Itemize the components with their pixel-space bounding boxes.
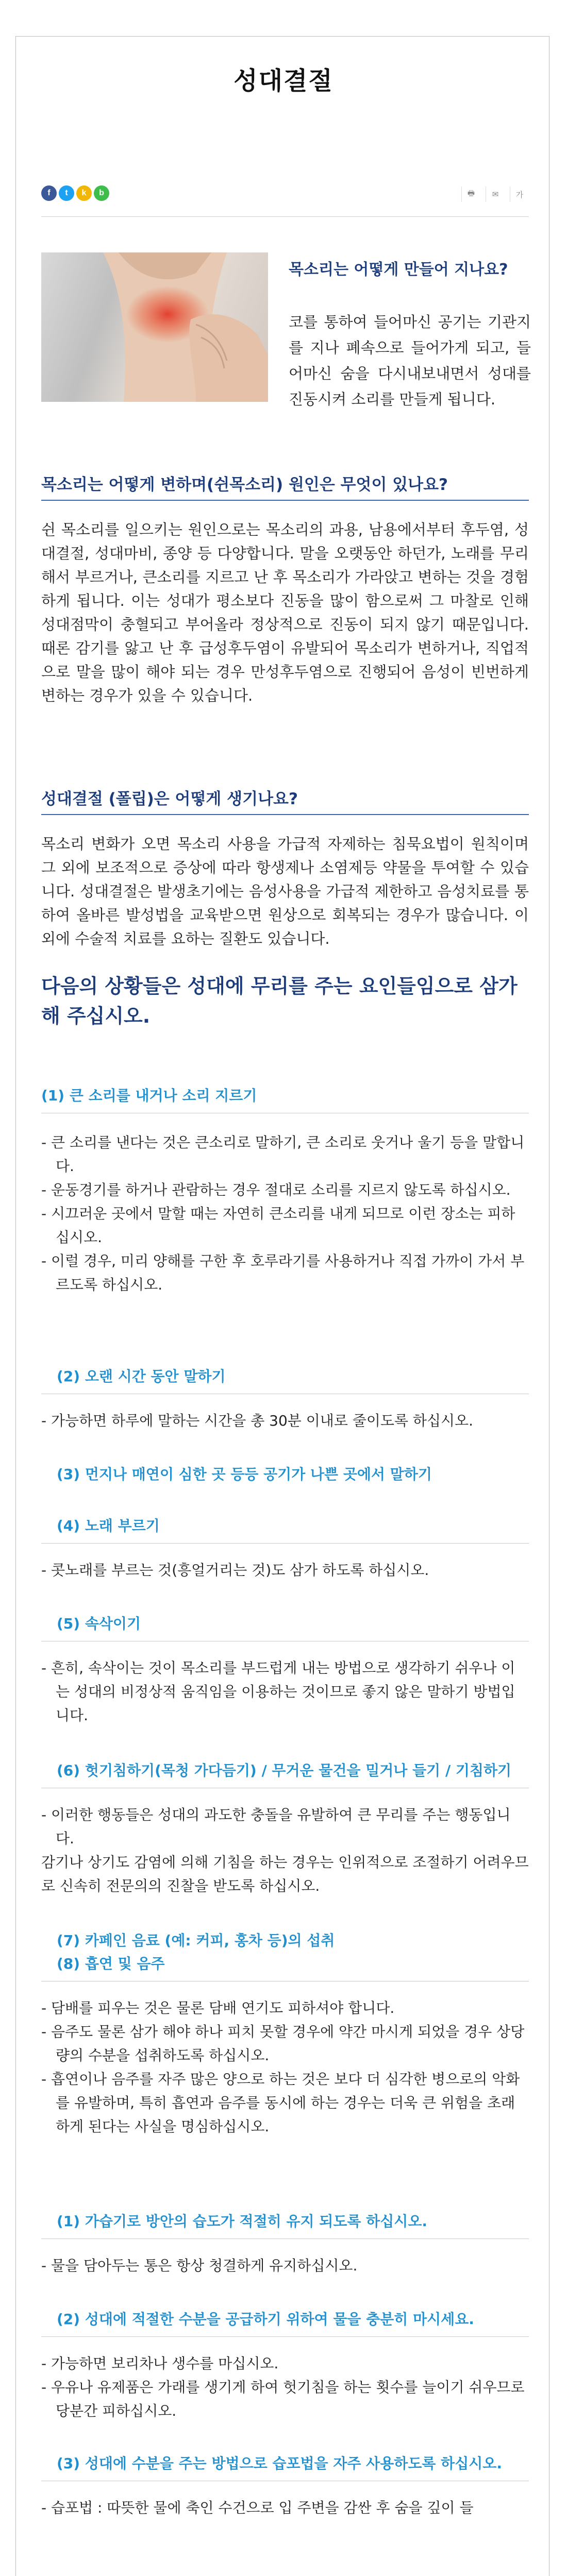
- share-buttons: [41, 185, 109, 201]
- item6-line2: 감기나 상기도 감염에 의해 기침을 하는 경우는 인위적으로 조절하기 어려우므로 신속히 전문의의 진찰을 받도록 하십시오.: [41, 1854, 529, 1894]
- print-icon[interactable]: 🖶: [461, 187, 480, 202]
- item8-line1: - 담배를 피우는 것은 물론 담배 연기도 피하셔야 합니다.: [41, 1999, 395, 2016]
- tip3-line1: - 습포법 : 따뜻한 물에 축인 수건으로 입 주변을 감싼 후 숨을 깊이 들: [41, 2499, 474, 2516]
- section1-body: 쉰 목소리를 일으키는 원인으로는 목소리의 과용, 남용에서부터 후두염, 성대결절, 성대마비, 종양 등 다양합니다. 말을 오랫동안 하던가, 노래를 무리해서 부르거나, 큰소리를 지르고 난 후 목소리가 가라앉고 변하는 것을 경험하게 됩니다. 이는 성대가 평소보다 진동을 많이 함으로써 그 마찰로 인해 성대점막이 충혈되고 부어올라 정상적으로 진동이 되지 않기 때문입니다. 때론 감기를 앓고 난 후 급성후두염이 유발되어 목소리가 변하거나, 직업적으로 말을 많이 해야 되는 경우 만성후두염으로 진행되어 음성이 빈번하게 변하는 경우가 있을 수 있습니다.: [41, 521, 529, 704]
- tip1-body: [41, 2254, 529, 2278]
- item5-line1: - 흔히, 속삭이는 것이 목소리를 부드럽게 내는 방법으로 생각하기 쉬우나 이는 성대의 비정상적 움직임을 이용하는 것이므로 좋지 않은 말하기 방법입니다.: [41, 1659, 515, 1724]
- tip1-title: (1) 가습기로 방안의 습도가 적절히 유지 되도록 하십시오.: [57, 2213, 428, 2230]
- item1-line1: - 큰 소리를 낸다는 것은 큰소리로 말하기, 큰 소리로 웃거나 울기 등을 말합니다.: [41, 1134, 525, 1175]
- item4-title: (4) 노래 부르기: [57, 1517, 160, 1534]
- item1-title: (1) 큰 소리를 내거나 소리 지르기: [41, 1087, 257, 1104]
- section1-rule: [41, 500, 529, 501]
- item8-title: (8) 흡연 및 음주: [57, 1955, 165, 1972]
- item4-body: [41, 1558, 529, 1582]
- item5-body: [41, 1656, 529, 1727]
- facebook-icon[interactable]: f: [41, 185, 57, 201]
- page-tools: [461, 187, 529, 202]
- section2-body: 목소리 변화가 오면 목소리 사용을 가급적 자제하는 침묵요법이 원칙이며 그 외에 보조적으로 증상에 따라 항생제나 소염제등 약물을 투여할 수 있습니다. 성대결절은 발생초기에는 음성사용을 가급적 제한하고 음성치료를 통하여 올바른 발성법을 교육받으면 원상으로 회복되는 경우가 많습니다. 이 외에 수술적 치료를 요하는 질환도 있습니다.: [41, 835, 529, 947]
- item2-body: [41, 1409, 529, 1433]
- font-size-icon[interactable]: 가: [510, 187, 529, 202]
- tip1-line1: - 물을 담아두는 통은 항상 청결하게 유지하십시오.: [41, 2257, 358, 2274]
- section1-heading: 목소리는 어떻게 변하며(쉰목소리) 원인은 무엇이 있나요?: [41, 476, 448, 494]
- tip2-rule: [41, 2336, 529, 2337]
- item1-line3: - 시끄러운 곳에서 말할 때는 자연히 큰소리를 내게 되므로 이런 장소는 피하십시오.: [41, 1205, 515, 1246]
- item5-title: (5) 속삭이기: [57, 1615, 141, 1632]
- content-frame: [15, 36, 549, 2576]
- section2-rule: [41, 814, 529, 815]
- tip3-body: [41, 2496, 529, 2520]
- item6-line1: - 이러한 행동들은 성대의 과도한 충돌을 유발하여 큰 무리를 주는 행동입니다.: [41, 1806, 511, 1847]
- band-icon[interactable]: b: [94, 185, 109, 201]
- item1-body: [41, 1131, 529, 1297]
- item4-rule: [41, 1543, 529, 1544]
- item1-line2: - 운동경기를 하거나 관람하는 경우 절대로 소리를 지르지 않도록 하십시오.: [41, 1181, 511, 1198]
- item1-line4: - 이럴 경우, 미리 양해를 구한 후 호루라기를 사용하거나 직접 가까이 가서 부르도록 하십시오.: [41, 1252, 525, 1293]
- item7-title: (7) 카페인 음료 (예: 커피, 홍차 등)의 섭취: [57, 1932, 335, 1949]
- divider: [41, 216, 529, 217]
- item2-line1: - 가능하면 하루에 말하는 시간을 총 30분 이내로 줄이도록 하십시오.: [41, 1412, 473, 1429]
- twitter-icon[interactable]: t: [59, 185, 74, 201]
- throat-image: [41, 252, 268, 402]
- item2-title: (2) 오랜 시간 동안 말하기: [57, 1368, 226, 1385]
- item6-body: [41, 1803, 529, 1898]
- intro-answer: 코를 통하여 들어마신 공기는 기관지를 지나 폐속으로 들어가게 되고, 들어마신 숨을 다시내보내면서 성대를 진동시켜 소리를 만들게 됩니다.: [289, 313, 531, 408]
- tip2-title: (2) 성대에 적절한 수분을 공급하기 위하여 물을 충분히 마시세요.: [57, 2311, 474, 2328]
- tip3-title: (3) 성대에 수분을 주는 방법으로 습포법을 자주 사용하도록 하십시오.: [57, 2455, 502, 2472]
- kakaostory-icon[interactable]: k: [76, 185, 92, 201]
- item3-title: (3) 먼지나 매연이 심한 곳 등등 공기가 나쁜 곳에서 말하기: [57, 1466, 432, 1483]
- tip2-body: [41, 2352, 529, 2423]
- item4-line1: - 콧노래를 부르는 것(흥얼거리는 것)도 삼가 하도록 하십시오.: [41, 1562, 429, 1579]
- item6-title: (6) 헛기침하기(목청 가다듬기) / 무거운 물건을 밀거나 들기 / 기침하기: [57, 1762, 512, 1779]
- mail-icon[interactable]: ✉: [486, 187, 505, 202]
- throat-illustration: [41, 252, 268, 402]
- item8-line3: - 흡연이나 음주를 자주 많은 양으로 하는 것은 보다 더 심각한 병으로의 악화를 유발하며, 특히 흡연과 음주를 동시에 하는 경우는 더욱 큰 위험을 초래하게 된다는 사실을 명심하십시오.: [41, 2071, 520, 2135]
- tip2-line1: - 가능하면 보리차나 생수를 마십시오.: [41, 2355, 279, 2372]
- item8-line2: - 음주도 물론 삼가 해야 하나 피치 못할 경우에 약간 마시게 되었을 경우 상당량의 수분을 섭취하도록 하십시오.: [41, 2023, 525, 2064]
- section2-heading: 성대결절 (폴립)은 어떻게 생기나요?: [41, 790, 298, 808]
- item8-body: [41, 1996, 529, 2139]
- intro-question: 목소리는 어떻게 만들어 지나요?: [289, 261, 508, 279]
- tip2-line2: - 우유나 유제품은 가래를 생기게 하여 헛기침을 하는 횟수를 늘이기 쉬우므로 당분간 피하십시오.: [41, 2379, 525, 2419]
- page-title: 성대결절: [234, 66, 333, 95]
- section3-heading: 다음의 상황들은 성대에 무리를 주는 요인들임으로 삼가해 주십시오.: [41, 975, 518, 1027]
- share-toolbar: [41, 185, 529, 211]
